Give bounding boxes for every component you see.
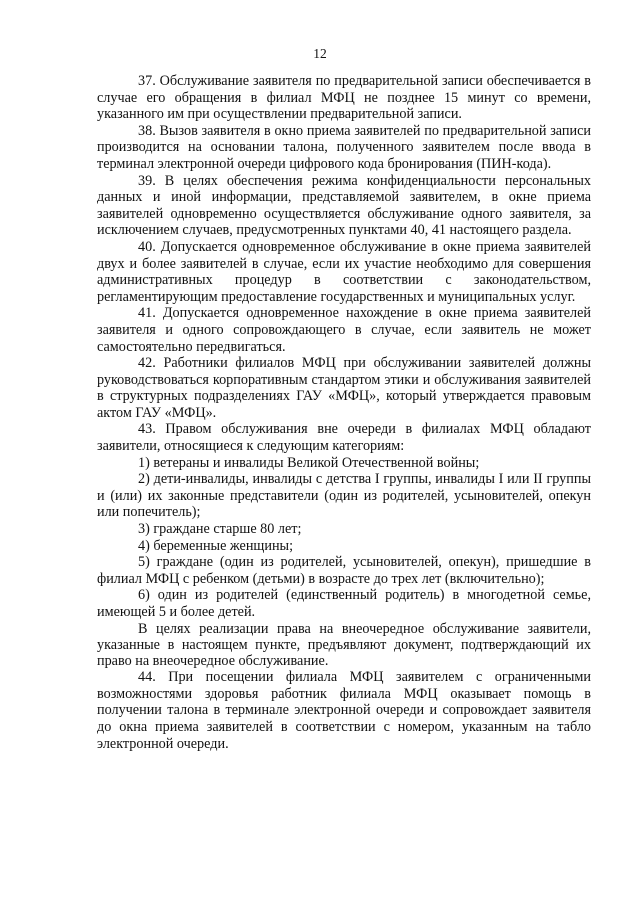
paragraph-44: 44. При посещении филиала МФЦ заявителем с ограниченными возможностями здоровья работник филиала МФЦ оказывает помощь в получении талона в терминале электронной очереди и сопровождает заявителя до окна приема заявителей в соответствии с номером, указанным на табло электронной очереди. <box>97 669 591 752</box>
page-number: 12 <box>313 46 327 61</box>
list-item-3: 3) граждане старше 80 лет; <box>138 521 302 538</box>
list-item-5: 5) граждане (один из родителей, усыновителей, опекун), пришедшие в филиал МФЦ с ребенком (детьми) в возрасте до трех лет (включительно); <box>97 554 591 587</box>
paragraph-43: 43. Правом обслуживания вне очереди в филиалах МФЦ обладают заявители, относящиеся к следующим категориям: <box>97 421 591 455</box>
paragraph-40: 40. Допускается одновременное обслуживание в окне приема заявителей двух и более заявителей в случае, если их участие необходимо для совершения административных процедур в соответствии с законодательством, регламентирующим предоставление государственных и муниципальных услуг. <box>97 238 591 305</box>
list-item-2: 2) дети-инвалиды, инвалиды с детства I группы, инвалиды I или II группы и (или) их законные представители (один из родителей, усыновителей, опекун или попечитель); <box>97 471 591 521</box>
paragraph-41: 41. Допускается одновременное нахождение в окне приема заявителей заявителя и одного сопровождающего в случае, если заявитель не может самостоятельно передвигаться. <box>97 305 591 355</box>
list-item-1: 1) ветераны и инвалиды Великой Отечественной войны; <box>138 454 480 471</box>
paragraph-39: 39. В целях обеспечения режима конфиденциальности персональных данных и иной информации, представляемой заявителем, в окне приема заявителей одновременно осуществляется обслуживание одного заявителя, за исключением случаев, предусмотренных пунктами 40, 41 настоящего раздела. <box>97 172 591 239</box>
document-body <box>97 73 591 752</box>
list-item-6: 6) один из родителей (единственный родитель) в многодетной семье, имеющей 5 и более детей. <box>97 587 591 620</box>
paragraph-42: 42. Работники филиалов МФЦ при обслуживании заявителей должны руководствоваться корпоративным стандартом этики и обслуживания заявителей в структурных подразделениях ГАУ «МФЦ», который утверждается правовым актом ГАУ «МФЦ». <box>97 355 591 421</box>
list-item-4: 4) беременные женщины; <box>138 537 294 554</box>
paragraph-38: 38. Вызов заявителя в окно приема заявителей по предварительной записи производится на основании талона, полученного заявителем после ввода в терминал электронной очереди цифрового кода бронирования (ПИН-кода). <box>97 122 591 172</box>
paragraph-43-note: В целях реализации права на внеочередное обслуживание заявители, указанные в настоящем пункте, предъявляют документ, подтверждающий их право на внеочередное обслуживание. <box>97 620 591 669</box>
paragraph-37: 37. Обслуживание заявителя по предварительной записи обеспечивается в случае его обращения в филиал МФЦ не позднее 15 минут со времени, указанного им при осуществлении предварительной записи. <box>97 73 591 123</box>
